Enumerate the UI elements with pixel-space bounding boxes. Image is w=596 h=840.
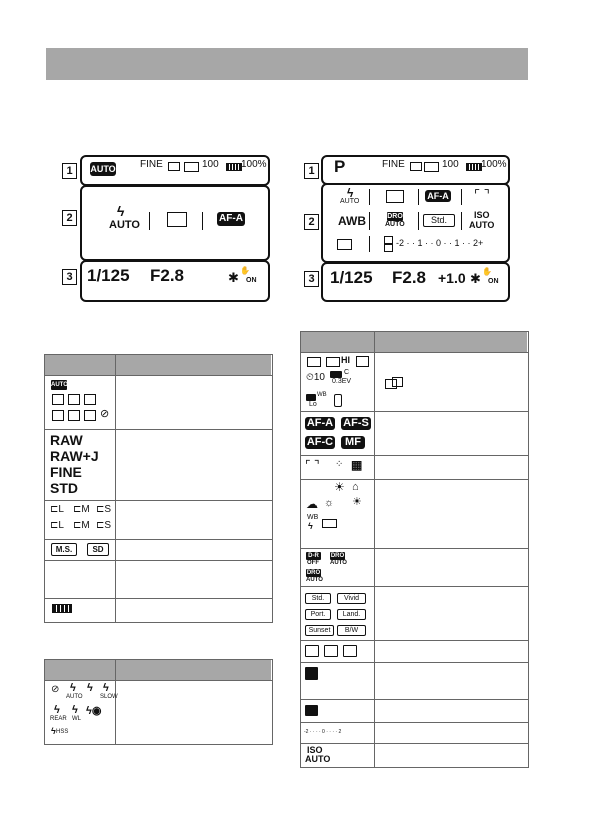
style-bw: B/W [337, 625, 366, 636]
tungsten-wb-icon: ☼ [324, 497, 335, 509]
steadyshot-on: ON [488, 278, 499, 285]
custom-wb-icon [322, 519, 337, 528]
label-3: 3 [62, 269, 77, 285]
portrait-scene-icon [52, 394, 64, 405]
wb-lo-label: Lo [309, 401, 317, 408]
divider [369, 189, 370, 205]
quality-fine: FINE [50, 464, 82, 480]
iso-auto: AUTO [469, 220, 495, 230]
landscape-scene-icon [52, 410, 64, 421]
image-size-icon [168, 162, 180, 171]
quality-text: FINE [140, 159, 163, 170]
memory-card-icon [184, 162, 199, 172]
bracket-continuous-icon [330, 371, 342, 378]
table-header [45, 355, 271, 375]
self-timer-10: 10 [313, 372, 325, 383]
focus-local-icon: ▦ [351, 458, 363, 472]
bracket-s-icon [356, 356, 369, 367]
flash-redeye-icon: ϟ◉ [86, 705, 102, 717]
dro-auto: AUTO [385, 221, 405, 228]
size-medium-16-9-icon: ⊏M [73, 520, 90, 531]
label-3: 3 [304, 271, 319, 287]
daylight-wb-icon: ☀ [334, 480, 345, 494]
divider [461, 189, 462, 205]
iso-auto: AUTO [305, 754, 331, 764]
divider [461, 212, 462, 230]
quality-standard: STD [50, 480, 78, 496]
metering-center-icon [324, 645, 338, 657]
exposure-comp-icon [384, 244, 393, 252]
metering-spot-icon [343, 645, 357, 657]
battery-percent: 100% [481, 159, 507, 170]
quality-raw: RAW [50, 432, 83, 448]
dro-advanced-label: AUTO [306, 577, 323, 583]
metering-multi-icon [305, 645, 319, 657]
flash-icon: ϟ [72, 704, 78, 716]
iso-label: ISO [474, 210, 490, 220]
flash-icon: ϟ [87, 682, 93, 694]
row-line [300, 548, 528, 549]
wb-bracket-icon [306, 394, 316, 401]
battery-icon [52, 604, 72, 613]
single-shot-icon [307, 357, 321, 367]
flash-wb-label: WB [307, 514, 319, 521]
label-2: 2 [304, 214, 319, 230]
memory-stick-icon: M.S. [51, 543, 77, 556]
row-line [300, 586, 528, 587]
style-sunset: Sunset [305, 625, 334, 636]
fluorescent-wb-icon: ☀ [352, 496, 362, 508]
flash-wb-icon: ϟ [308, 521, 313, 531]
size-s-label: S [104, 504, 112, 515]
style-portrait: Port. [305, 609, 331, 620]
steadyshot-icon: ✋ [240, 266, 250, 275]
p-mode-icon: P [334, 157, 346, 176]
focus-area-wide-icon: ⌜ ⌝ [474, 187, 490, 202]
continuous-bracket-icon [392, 377, 403, 387]
size-small-3-2-icon: ⊏S [96, 504, 112, 515]
style-landscape: Land. [337, 609, 366, 620]
divider [369, 236, 370, 252]
shots-remaining: 100 [442, 159, 459, 170]
bracket-ev-label: 0.3EV [332, 378, 352, 385]
memory-card-icon [424, 162, 439, 172]
flash-hss-label: HSS [56, 729, 69, 735]
auto-mode-icon: AUTO [90, 164, 116, 174]
flash-icon: ϟ [347, 186, 354, 200]
dro-standard-icon: DRO [330, 553, 345, 559]
label-1: 1 [304, 163, 319, 179]
row-line [300, 699, 528, 700]
af-mode-icon: AF-A [425, 190, 451, 202]
flash-auto-label: AUTO [340, 198, 360, 205]
table-header [301, 332, 527, 352]
dro-off-label: OFF [307, 560, 319, 566]
aperture: F2.8 [150, 266, 185, 285]
af-c-icon: AF-C [306, 436, 334, 448]
sd-card-icon: SD [87, 543, 109, 556]
flash-off-icon: ⊘ [100, 408, 110, 420]
flash-off-icon: ⊘ [51, 684, 60, 695]
row-line [44, 598, 272, 599]
flash-icon: ϟ [70, 682, 76, 694]
size-s-label: S [104, 520, 112, 531]
flash-auto-label: AUTO [66, 694, 83, 700]
row-line [44, 375, 272, 376]
af-mode-icon: AF-A [217, 212, 245, 226]
row-line [44, 560, 272, 561]
flash-comp-icon [384, 236, 393, 244]
night-scene-icon [84, 410, 96, 421]
sports-scene-icon [68, 394, 80, 405]
size-l-label: L [58, 520, 64, 531]
flash-icon: ϟ [103, 682, 109, 694]
steadyshot-icon: ✋ [482, 267, 492, 276]
section-header-bar [46, 48, 528, 80]
iso-label: ISO [307, 745, 323, 755]
battery-percent: 100% [241, 159, 267, 170]
row-line [300, 722, 528, 723]
drive-mode-single-icon [167, 212, 187, 227]
cloudy-wb-icon: ☁ [306, 497, 318, 511]
af-a-icon: AF-A [306, 417, 334, 429]
flash-rear-label: REAR [50, 716, 67, 722]
image-size-icon [410, 162, 422, 171]
row-line [300, 662, 528, 663]
row-line [44, 680, 272, 681]
exposure-value: +1.0 [438, 270, 466, 286]
row-line [300, 352, 528, 353]
self-timer-icon: ⏲10 [306, 372, 325, 383]
col-divider [115, 354, 116, 622]
shutter-speed: 1/125 [87, 266, 130, 285]
label-1: 1 [62, 163, 77, 179]
divider [149, 212, 150, 230]
divider [202, 212, 203, 230]
flash-compensation-icon [305, 705, 318, 716]
dro-icon: DRO [387, 213, 403, 220]
row-line [44, 429, 272, 430]
macro-scene-icon [84, 394, 96, 405]
flash-icon: ϟ [54, 704, 60, 716]
sunset-scene-icon [68, 410, 80, 421]
ae-lock-icon: ✱ [470, 271, 481, 286]
steadyshot-on: ON [246, 277, 257, 284]
divider [418, 212, 419, 230]
continuous-hi-label: HI [341, 355, 350, 365]
row-line [44, 539, 272, 540]
battery-icon [226, 163, 242, 171]
dro-advanced-icon: DRO [306, 570, 321, 576]
remote-commander-icon [334, 394, 342, 407]
label-2: 2 [62, 210, 77, 226]
size-m-label: M [81, 504, 90, 515]
flash-icon: ϟ [51, 726, 56, 736]
focus-wide-icon: ⌜ ⌝ [305, 458, 320, 472]
style-standard: Std. [305, 593, 331, 604]
exposure-compensation-icon [305, 667, 318, 680]
row-line [300, 411, 528, 412]
size-l-label: L [58, 504, 64, 515]
wb-label: WB [317, 392, 327, 398]
shade-wb-icon: ⌂ [352, 481, 359, 493]
shots-remaining: 100 [202, 159, 219, 170]
auto-mode-icon: AUTO [51, 382, 68, 388]
size-large-16-9-icon: ⊏L [50, 520, 64, 531]
quality-text: FINE [382, 159, 405, 170]
metering-multi-icon [337, 239, 352, 250]
focus-spot-icon: ⁘ [335, 459, 344, 470]
creative-style: Std. [423, 214, 455, 227]
row-line [300, 743, 528, 744]
quality-raw-jpeg: RAW+J [50, 448, 99, 464]
size-large-3-2-icon: ⊏L [50, 504, 64, 515]
divider [418, 189, 419, 205]
size-m-label: M [81, 520, 90, 531]
divider [369, 212, 370, 230]
exposure-scale: -2 · · 1 · · 0 · · 1 · · 2+ [396, 238, 484, 248]
size-medium-3-2-icon: ⊏M [73, 504, 90, 515]
style-vivid: Vivid [337, 593, 366, 604]
dro-standard-label: AUTO [330, 560, 347, 566]
mf-icon: MF [341, 436, 365, 449]
size-small-16-9-icon: ⊏S [96, 520, 112, 531]
continuous-shot-icon [326, 357, 340, 367]
aperture: F2.8 [392, 268, 427, 287]
flash-icon: ϟ [117, 203, 125, 219]
af-s-icon: AF-S [341, 417, 371, 430]
shutter-speed: 1/125 [330, 268, 373, 287]
flash-auto-label: AUTO [109, 219, 140, 231]
drive-mode-single-icon [386, 190, 404, 203]
col-divider [374, 331, 375, 767]
ev-scale: -2 · · · · 0 · · · · 2 [304, 729, 342, 735]
ae-lock-icon: ✱ [228, 270, 239, 285]
table-header [45, 660, 271, 680]
white-balance: AWB [338, 214, 366, 228]
row-line [44, 500, 272, 501]
col-divider [115, 659, 116, 744]
row-line [300, 455, 528, 456]
row-line [300, 640, 528, 641]
flash-slow-label: SLOW [100, 694, 118, 700]
battery-icon [466, 163, 482, 171]
bracket-c-label: C [344, 369, 350, 376]
flash-wireless-label: WL [72, 716, 81, 722]
dro-off-icon: D-R [306, 552, 321, 560]
